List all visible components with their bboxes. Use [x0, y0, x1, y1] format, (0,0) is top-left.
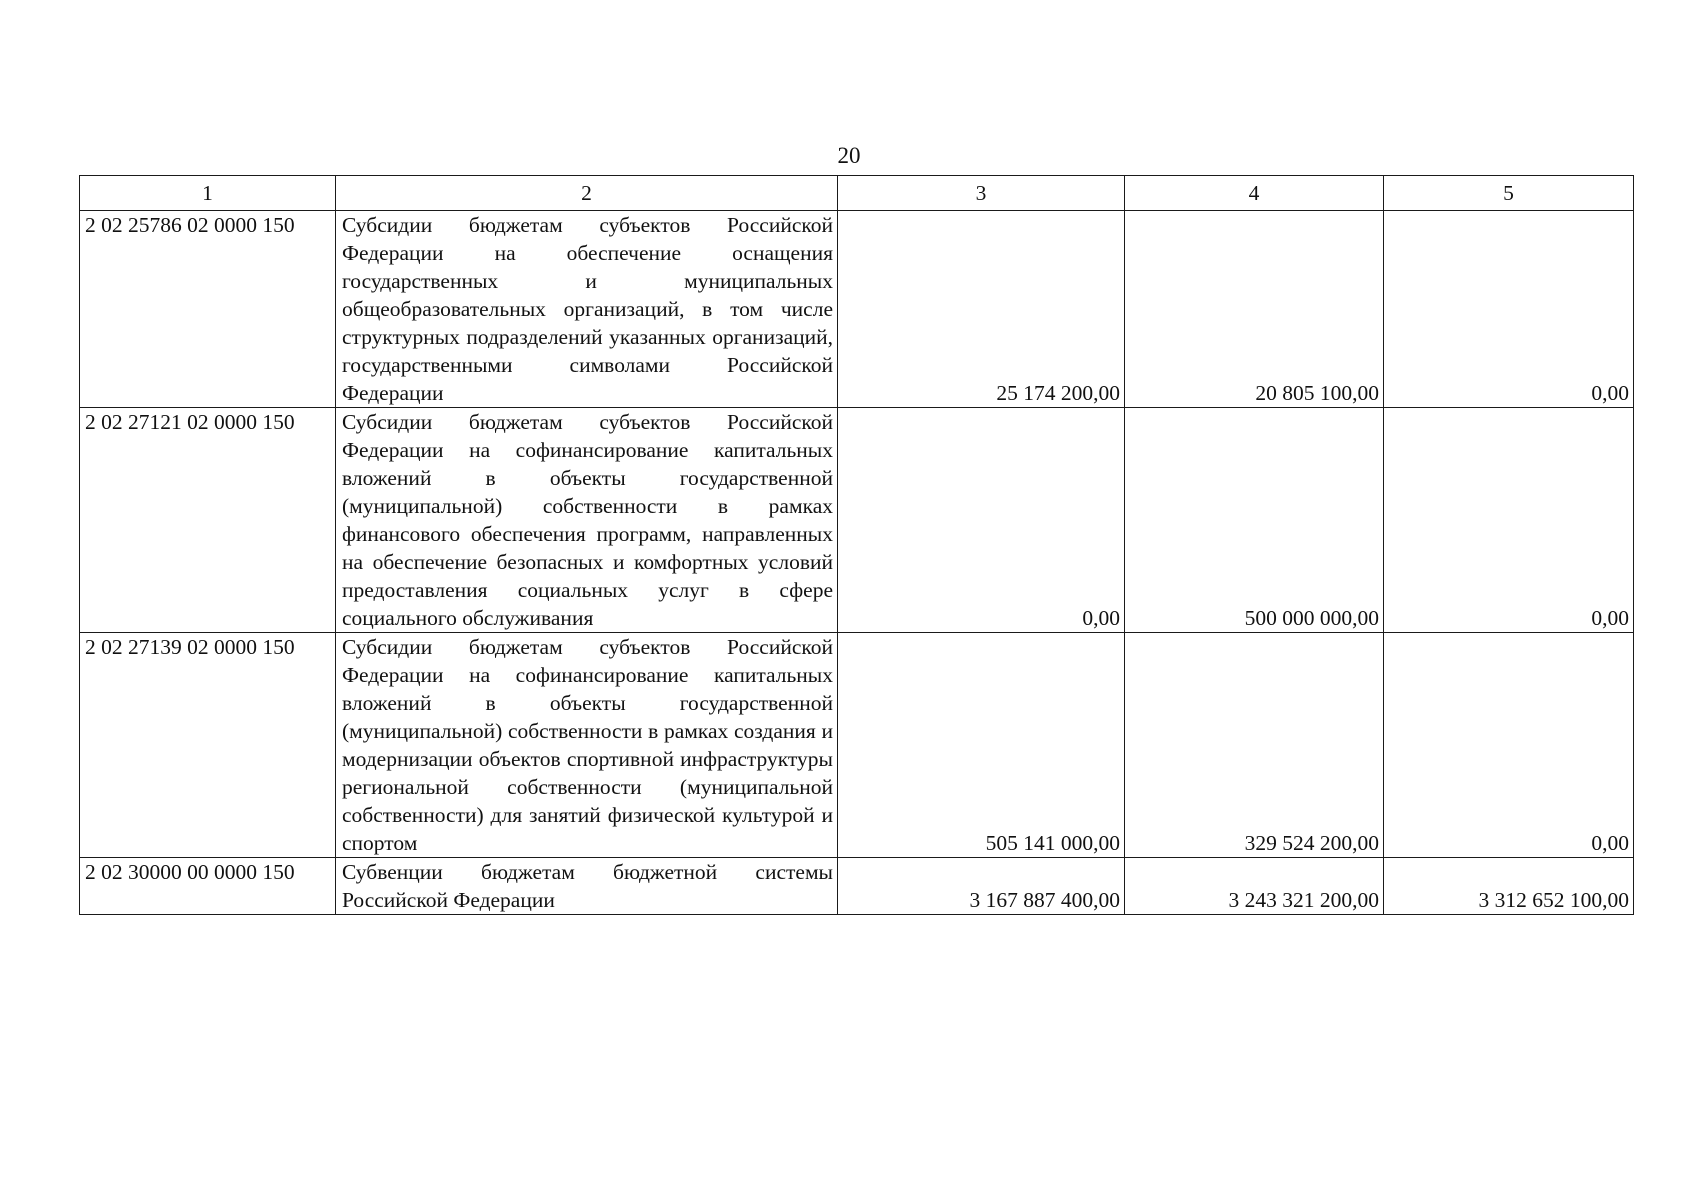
item-description: Субсидии бюджетам субъектов Российской Федерации на софинансирование капитальных вложений в объекты государственной (муниципальной) собственности в рамках финансового обеспечения программ, направленных на обеспечение безопасных и комфортных условий предоставления социальных услуг в сфере социального обслуживания [336, 408, 838, 633]
budget-code: 2 02 25786 02 0000 150 [80, 211, 336, 408]
amount-col4: 500 000 000,00 [1125, 408, 1384, 633]
amount-col5: 0,00 [1384, 211, 1634, 408]
amount-col3: 25 174 200,00 [838, 211, 1125, 408]
table-row [80, 408, 1634, 633]
item-description: Субсидии бюджетам субъектов Российской Федерации на обеспечение оснащения государственных и муниципальных общеобразовательных организаций, в том числе структурных подразделений указанных организаций, государственными символами Российской Федерации [336, 211, 838, 408]
table-header-row [80, 176, 1634, 211]
column-header-4: 4 [1125, 176, 1384, 211]
item-description: Субсидии бюджетам субъектов Российской Федерации на софинансирование капитальных вложений в объекты государственной (муниципальной) собственности в рамках создания и модернизации объектов спортивной инфраструктуры региональной собственности (муниципальной собственности) для занятий физической культурой и спортом [336, 633, 838, 858]
amount-col5: 0,00 [1384, 633, 1634, 858]
amount-col4: 329 524 200,00 [1125, 633, 1384, 858]
table-row [80, 633, 1634, 858]
amount-col3: 505 141 000,00 [838, 633, 1125, 858]
column-header-2: 2 [336, 176, 838, 211]
column-header-5: 5 [1384, 176, 1634, 211]
column-header-3: 3 [838, 176, 1125, 211]
table-row [80, 211, 1634, 408]
amount-col3: 3 167 887 400,00 [838, 858, 1125, 915]
budget-code: 2 02 27139 02 0000 150 [80, 633, 336, 858]
table-row [80, 858, 1634, 915]
column-header-1: 1 [80, 176, 336, 211]
budget-code: 2 02 30000 00 0000 150 [80, 858, 336, 915]
page-number: 20 [837, 143, 861, 168]
budget-code: 2 02 27121 02 0000 150 [80, 408, 336, 633]
amount-col5: 0,00 [1384, 408, 1634, 633]
amount-col3: 0,00 [838, 408, 1125, 633]
budget-table [79, 175, 1634, 915]
item-description: Субвенции бюджетам бюджетной системы Российской Федерации [336, 858, 838, 915]
amount-col4: 3 243 321 200,00 [1125, 858, 1384, 915]
amount-col4: 20 805 100,00 [1125, 211, 1384, 408]
amount-col5: 3 312 652 100,00 [1384, 858, 1634, 915]
